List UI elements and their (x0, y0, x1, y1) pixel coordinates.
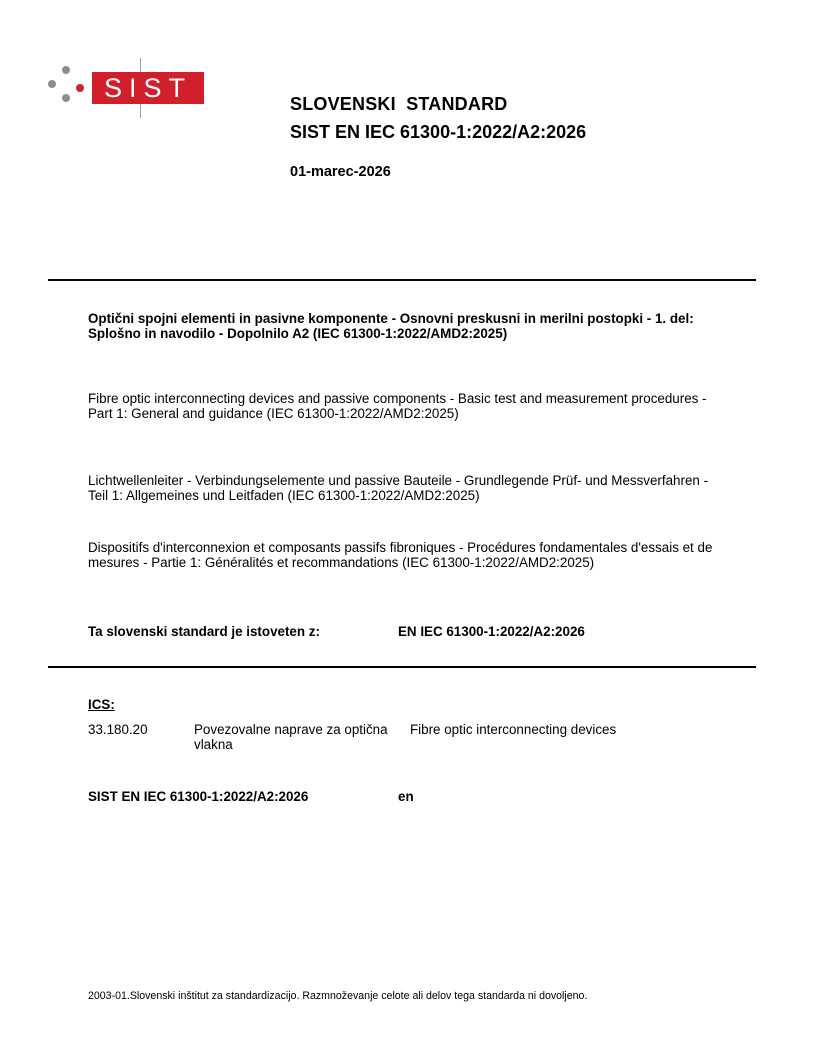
publication-date: 01-marec-2026 (290, 164, 391, 180)
standard-number: SIST EN IEC 61300-1:2022/A2:2026 (290, 122, 587, 142)
title-german: Lichtwellenleiter - Verbindungselemente und passive Bauteile - Grundlegende Prüf- und Messverfahren - Teil 1: Allgemeines und Leitfaden (IEC 61300-1:2022/AMD2:2025) (88, 473, 709, 503)
logo-dots-icon (46, 66, 86, 110)
ics-title: ICS: (88, 697, 115, 712)
footer-language: en (398, 789, 414, 804)
identical-value: EN IEC 61300-1:2022/A2:2026 (398, 624, 585, 639)
ics-code: 33.180.20 (88, 722, 148, 737)
ics-description-slovenian: Povezovalne naprave za optična vlakna (194, 722, 388, 752)
top-divider (48, 279, 756, 281)
middle-divider (48, 666, 756, 668)
ics-description-english: Fibre optic interconnecting devices (410, 722, 617, 737)
title-english: Fibre optic interconnecting devices and passive components - Basic test and measurement procedures - Part 1: General and guidance (IEC 61300-1:2022/AMD2:2025) (88, 391, 707, 421)
identical-label: Ta slovenski standard je istoveten z: (88, 624, 320, 639)
copyright-notice: 2003-01.Slovenski inštitut za standardizacijo. Razmnoževanje celote ali delov tega standarda ni dovoljeno. (88, 990, 588, 1002)
sist-logo: SIST (92, 72, 204, 104)
header-title: SLOVENSKI STANDARD (290, 94, 508, 114)
footer-standard-number: SIST EN IEC 61300-1:2022/A2:2026 (88, 789, 309, 804)
title-slovenian: Optični spojni elementi in pasivne komponente - Osnovni preskusni in merilni postopki - 1. del: Splošno in navodilo - Dopolnilo A2 (IEC 61300-1:2022/AMD2:2025) (88, 311, 694, 341)
title-french: Dispositifs d'interconnexion et composants passifs fibroniques - Procédures fondamentales d'essais et de mesures - Partie 1: Généralités et recommandations (IEC 61300-1:2022/AMD2:2025) (88, 540, 713, 570)
